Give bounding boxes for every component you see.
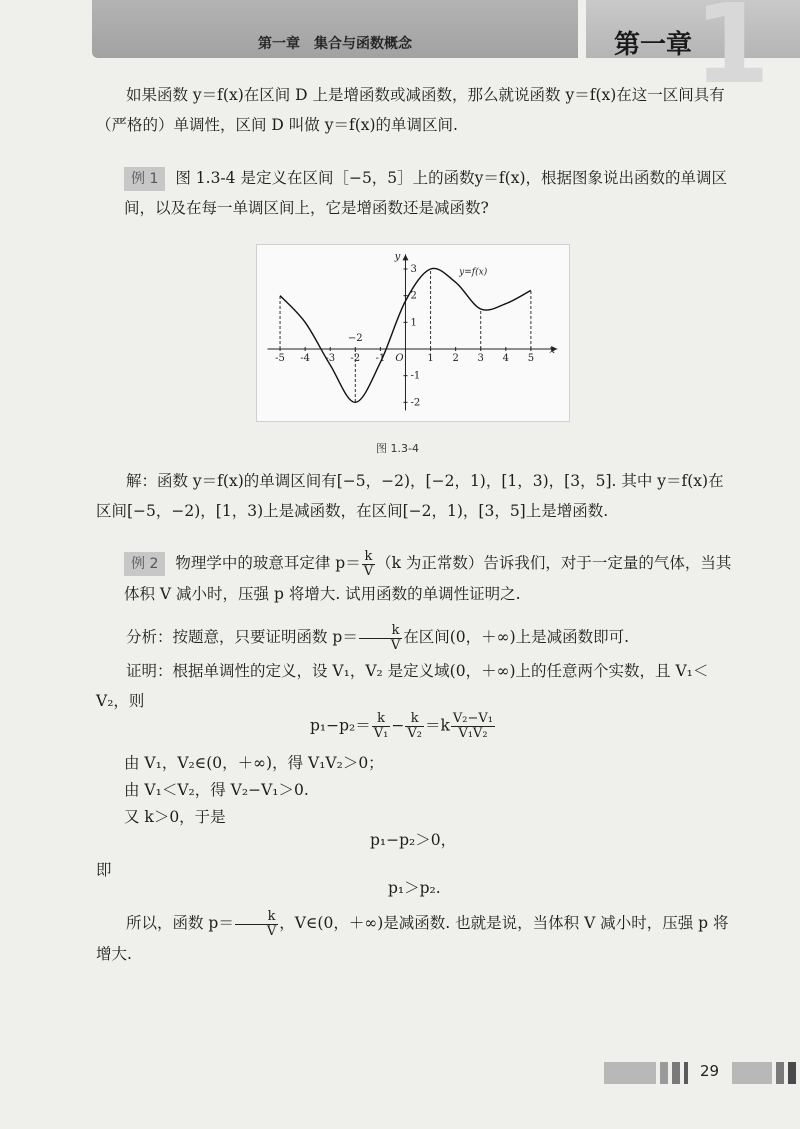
fraction-denominator: V xyxy=(390,637,401,653)
example2-text-b: （k 为正常数）告诉我们，对于一定量的气体，当其体积 V 减小时，压强 p 将增大. 试用函数的单调性证明之. xyxy=(124,554,732,603)
x-tick-label: -1 xyxy=(375,353,386,364)
fraction-numerator: k xyxy=(359,624,402,639)
fraction-denominator: V₂ xyxy=(407,726,422,741)
example2-paragraph xyxy=(124,548,738,609)
ji-word: 即 xyxy=(96,861,112,879)
example2-fraction xyxy=(362,550,375,579)
fraction-numerator: k xyxy=(235,910,278,925)
fraction-denominator: V₁ xyxy=(373,726,389,741)
example1-paragraph xyxy=(124,163,738,223)
conclusion-paragraph xyxy=(96,908,736,969)
proof-line-3: 又 k＞0，于是 xyxy=(124,808,226,826)
x-tick-label: -5 xyxy=(275,353,285,364)
footer-bar-5 xyxy=(732,1062,772,1084)
curve-label: y=f(x) xyxy=(459,267,488,278)
example1-label: 例 1 xyxy=(124,167,165,191)
conclusion-text-b: ，V∈(0，＋∞)是减函数. 也就是说，当体积 V 减小时，压强 p 将增大. xyxy=(96,914,729,963)
example2-text-a: 物理学中的玻意耳定律 p＝ xyxy=(175,554,361,572)
analysis-text-b: 在区间(0，＋∞)上是减函数即可. xyxy=(403,628,630,646)
function-graph xyxy=(257,245,569,421)
example1-text: 图 1.3-4 是定义在区间［−5，5］上的函数y＝f(x)，根据图象说出函数的单调区间，以及在每一单调区间上，它是增函数还是减函数? xyxy=(124,169,728,217)
y-tick-label: 3 xyxy=(410,264,417,275)
equation-frac-1 xyxy=(372,712,391,741)
analysis-fraction xyxy=(359,624,402,653)
chapter-header-band xyxy=(92,0,578,58)
page-number: 29 xyxy=(700,1062,720,1080)
function-graph-figure xyxy=(256,244,570,422)
x-axis-label: x xyxy=(549,345,556,356)
inequality-1: p₁−p₂＞0， xyxy=(370,831,457,849)
footer-bar-7 xyxy=(788,1062,796,1084)
footer-bar-2 xyxy=(660,1062,668,1084)
y-tick-label: 1 xyxy=(410,317,417,329)
x-tick-label: -3 xyxy=(325,353,336,364)
proof-equation xyxy=(310,712,496,741)
fraction-numerator: V₂−V₁ xyxy=(452,711,493,726)
proof-line-2: 由 V₁＜V₂，得 V₂−V₁＞0. xyxy=(124,781,309,799)
y-tick-label: -2 xyxy=(410,397,421,409)
proof-intro: 证明：根据单调性的定义，设 V₁，V₂ 是定义域(0，＋∞)上的任意两个实数，且 V₁＜V₂，则 xyxy=(96,662,709,710)
equation-lhs: p₁−p₂＝ xyxy=(310,716,371,735)
footer-bar-1 xyxy=(604,1062,656,1084)
equation-frac-2 xyxy=(405,712,424,741)
example2-label: 例 2 xyxy=(124,552,165,576)
y-axis-label: y xyxy=(394,251,401,263)
x-tick-label: 5 xyxy=(527,353,535,364)
y-tick-label: -1 xyxy=(410,370,421,382)
definition-paragraph: 如果函数 y＝f(x)在区间 D 上是增函数或减函数，那么就说函数 y＝f(x)在这一区间具有（严格的）单调性，区间 D 叫做 y＝f(x)的单调区间. xyxy=(96,86,725,134)
analysis-text-a: 分析：按题意，只要证明函数 p＝ xyxy=(126,628,358,646)
minimum-x-annotation: −2 xyxy=(347,333,363,344)
example1-solution: 解：函数 y＝f(x)的单调区间有[−5，−2)，[−2，1)，[1，3)，[3，5]. 其中 y＝f(x)在区间[−5，−2)，[1，3)上是减函数，在区间[−2，1)，[3，5]上是增函数. xyxy=(96,472,724,520)
analysis-paragraph xyxy=(96,622,736,653)
conclusion-fraction xyxy=(235,910,278,939)
origin-label: O xyxy=(395,353,404,364)
fraction-denominator: V₁V₂ xyxy=(458,726,488,741)
equation-minus: − xyxy=(391,716,405,735)
inequality-2: p₁＞p₂. xyxy=(388,879,441,897)
chapter-tab xyxy=(586,0,800,108)
y-axis-arrow xyxy=(402,254,408,260)
y-tick-label: 2 xyxy=(410,290,417,302)
x-tick-label: 3 xyxy=(477,353,484,364)
conclusion-text-a: 所以，函数 p＝ xyxy=(126,914,234,932)
chapter-label: 第一章 xyxy=(614,30,693,60)
equation-frac-3 xyxy=(451,712,495,741)
x-tick-label: 2 xyxy=(452,353,459,364)
fraction-numerator: k xyxy=(405,712,424,727)
x-tick-label: 1 xyxy=(427,353,434,364)
x-tick-label: -4 xyxy=(300,353,311,364)
equation-equals-k: ＝k xyxy=(424,716,450,735)
fraction-numerator: k xyxy=(362,550,375,565)
running-header-title: 第一章 集合与函数概念 xyxy=(258,36,412,52)
footer-bar-3 xyxy=(672,1062,680,1084)
proof-line-1: 由 V₁，V₂∈(0，＋∞)，得 V₁V₂＞0； xyxy=(124,754,384,772)
x-tick-label: -2 xyxy=(350,353,361,364)
fraction-denominator: V xyxy=(363,563,374,579)
fraction-denominator: V xyxy=(266,923,277,939)
footer-bar-4 xyxy=(684,1062,688,1084)
figure-caption: 图 1.3-4 xyxy=(376,442,419,455)
fraction-numerator: k xyxy=(372,712,391,727)
chapter-digit-watermark: 1 xyxy=(693,0,770,108)
footer-bar-6 xyxy=(776,1062,784,1084)
x-tick-label: 4 xyxy=(502,353,510,364)
